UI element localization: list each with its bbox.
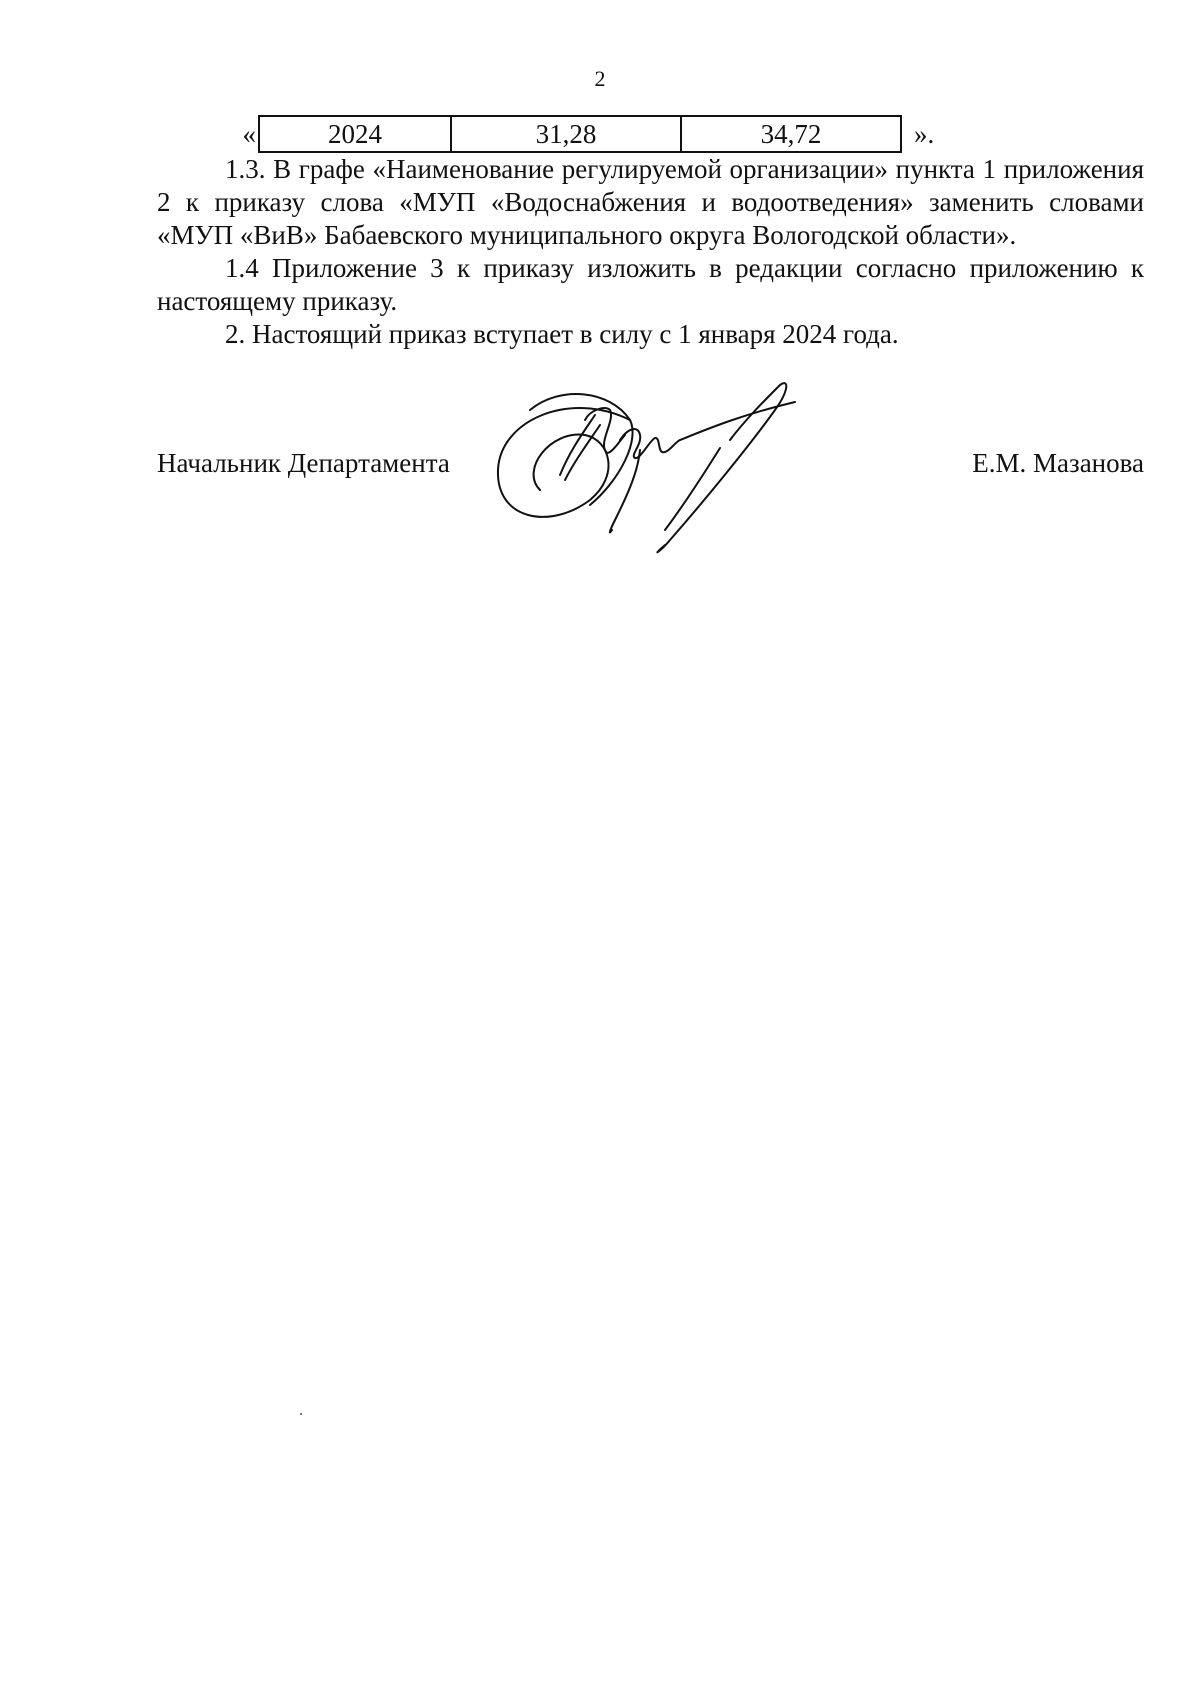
paragraph-1-4: 1.4 Приложение 3 к приказу изложить в редакции согласно приложению к настоящему приказу. — [157, 253, 1144, 316]
table-cell-value-2: 34,72 — [680, 117, 900, 151]
table-open-quote: « — [242, 118, 256, 149]
paragraph-1-3: 1.3. В графе «Наименование регулируемой организации» пункта 1 приложения 2 к приказу слова «МУП «Водоснабжения и водоотведения» заменить словами «МУП «ВиВ» Бабаевского муниципального округа Вологодской области». — [157, 154, 1144, 250]
table-close-quote: ». — [914, 118, 935, 149]
scan-dot — [300, 1413, 302, 1415]
document-body — [157, 153, 1144, 351]
signatory-name: Е.М. Мазанова — [972, 448, 1144, 478]
table-cell-year: 2024 — [328, 119, 382, 149]
tariff-table-row — [230, 116, 934, 152]
signatory-title: Начальник Департамента — [157, 448, 450, 478]
table-cell-value-1: 31,28 — [450, 117, 680, 151]
handwritten-signature-icon — [490, 380, 870, 590]
tariff-table — [258, 115, 902, 153]
page-number: 2 — [594, 66, 606, 91]
paragraph-2: 2. Настоящий приказ вступает в силу с 1 января 2024 года. — [225, 319, 899, 349]
